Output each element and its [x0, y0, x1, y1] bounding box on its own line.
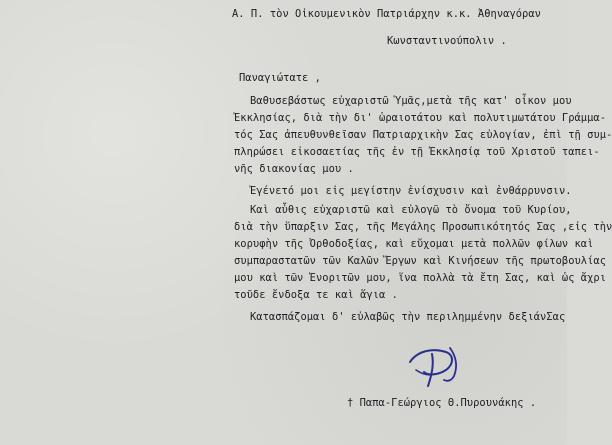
- recipient-address-line-2: Κωνσταντινούπολιν .: [387, 35, 507, 47]
- paragraph-3-line-6: τοῦδε ἔνδοξα τε καὶ ἅγια .: [234, 289, 398, 301]
- salutation: Παναγιώτατε ,: [239, 72, 321, 84]
- recipient-address-line-1: Α. Π. τὸν Οἰκουμενικὸν Πατριάρχην κ.κ. Ἀθηναγόραν: [232, 8, 541, 20]
- paragraph-3-line-1: Καὶ αὖθις εὐχαριστῶ καὶ εὐλογῶ τὸ ὄνομα τοῦ Κυρίου,: [250, 204, 572, 216]
- paragraph-1-line-3: τός Σας ἀπευθυνθεῖσαν Πατριαρχικὴν Σας εὐλογίαν, ἐπὶ τῇ συμ-: [234, 129, 612, 141]
- closing-line: Κατασπάζομαι δ' εὐλαβῶς τὴν περιλημμένην δεξιάνΣας: [250, 311, 566, 323]
- paragraph-1-line-2: Ἐκκλησίας, διὰ τὴν δι' ὡραιοτάτου καὶ πολυτιμωτάτου Γράμμα-: [234, 112, 607, 124]
- paragraph-3-line-5: μου καὶ τῶν Ἐνοριτῶν μου, ἵνα πολλὰ τὰ ἔτη Σας, καὶ ὡς ἄχρι: [234, 272, 607, 284]
- paragraph-3-line-2: διὰ τὴν ὕπαρξιν Σας, τῆς Μεγάλης Προσωπικότητός Σας ,εἰς τὴν: [234, 221, 612, 233]
- paragraph-2: Ἐγένετό μοι εἰς μεγίστην ἐνίσχυσιν καὶ ἐνθάρρυνσιν.: [250, 185, 572, 197]
- paragraph-1-line-4: πληρώσει εἰκοσαετίας τῆς ἐν τῇ Ἐκκλησίᾳ τοῦ Χριστοῦ ταπει-: [234, 146, 600, 158]
- paragraph-3-line-3: κορυφὴν τῆς Ὀρθοδοξίας, καὶ εὔχομαι μετὰ πολλῶν φίλων καὶ: [234, 238, 594, 250]
- paragraph-1-line-5: νῆς διακονίας μου .: [234, 163, 354, 175]
- signature-name: † Παπα-Γεώργιος Θ.Πυρουνάκης .: [347, 397, 537, 409]
- handwritten-signature: [404, 340, 470, 390]
- paragraph-3-line-4: συμπαραστατῶν τῶν Καλῶν Ἔργων καὶ Κινήσεων τῆς πρωτοβουλίας: [234, 255, 607, 267]
- paragraph-1-line-1: Βαθυσεβάστως εὐχαριστῶ Ὑμᾶς,μετὰ τῆς κατ' οἶκον μου: [250, 95, 572, 107]
